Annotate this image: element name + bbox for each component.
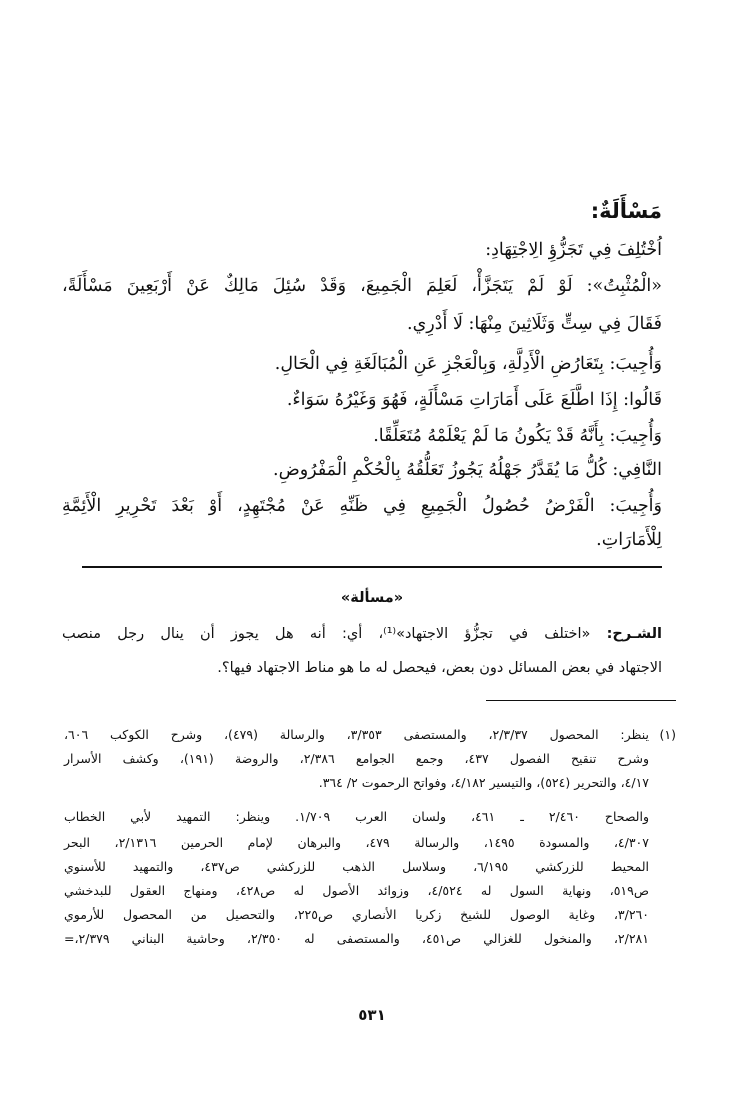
footnote-line-6: المحيط للزركشي ٦/١٩٥، وسلاسل الذهب للزركشي ص٤٣٧، والتمهيد للأسنوي bbox=[64, 859, 650, 874]
matn-line-6: وَأُجِيبَ: بِأَنَّهُ قَدْ يَكُونُ مَا لَمْ يَعْلَمْهُ مُتَعَلِّقًا. bbox=[373, 426, 662, 446]
page-number: ٥٣١ bbox=[358, 1006, 386, 1024]
footnote-line-4: والصحاح ٢/٤٦٠ ـ ٤٦١، ولسان العرب ١/٧٠٩. وينظر: التمهيد لأبي الخطاب bbox=[64, 809, 649, 824]
sharh-heading: «مسألة» bbox=[340, 590, 404, 606]
footnote-number: (١) bbox=[659, 727, 676, 742]
masala-heading: مَسْأَلَةٌ: bbox=[590, 199, 662, 223]
footnote-line-5: ٤/٣٠٧، والمسودة ١٤٩٥، والرسالة ٤٧٩، والبرهان لإمام الحرمين ٢/١٣١٦، البحر bbox=[64, 835, 649, 850]
footnote-line-1: ينظر: المحصول ٢/٣/٣٧، والمستصفى ٣/٣٥٣، والرسالة (٤٧٩)، وشرح الكوكب ٦٠٦، bbox=[64, 727, 649, 742]
matn-line-5: قَالُوا: إِذَا اطَّلَعَ عَلَى أَمَارَاتِ مَسْأَلَةٍ، فَهُوَ وَغَيْرُهُ سَوَاءٌ. bbox=[286, 390, 662, 410]
footnote-line-2: وشرح تنقيح الفصول ٤٣٧، وجمع الجوامع ٢/٣٨٦، والروضة (١٩١)، وكشف الأسرار bbox=[64, 751, 649, 766]
matn-line-8: وَأُجِيبَ: الْفَرْضُ حُصُولُ الْجَمِيعِ فِي ظَنِّهِ عَنْ مُجْتَهِدٍ، أَوْ بَعْدَ تَحْرِيرِ الْأَئِمَّةِ bbox=[62, 496, 662, 516]
sharh-line-1 bbox=[62, 622, 662, 646]
footnote-line-7: ص٥١٩، ونهاية السول له ٤/٥٢٤، وزوائد الأصول له ص٤٢٨، ومنهاج العقول للبدخشي bbox=[64, 883, 649, 898]
matn-line-9: لِلْأَمَارَاتِ. bbox=[596, 530, 662, 550]
matn-line-3: فَقَالَ فِي سِتٍّ وَثَلَاثِينَ مِنْهَا: لَا أَدْرِي. bbox=[407, 314, 662, 334]
sharh-line-2: الاجتهاد في بعض المسائل دون بعض، فيحصل له ما هو مناط الاجتهاد فيها؟. bbox=[217, 660, 662, 676]
matn-line-7: النَّافِي: كُلُّ مَا يُقَدَّرُ جَهْلُهُ يَجُوزُ تَعَلُّقُهُ بِالْحُكْمِ الْمَفْرُوضِ. bbox=[273, 460, 662, 480]
sharh-label: الشـرح: bbox=[606, 626, 663, 642]
footnote-divider bbox=[486, 700, 676, 701]
footnote-line-9: ٢/٢٨١، والمنخول للغزالي ص٤٥١، والمستصفى له ٢/٣٥٠، وحاشية البناني ٢/٣٧٩،= bbox=[64, 931, 649, 946]
footnote-line-8: ٣/٢٦٠، وغاية الوصول للشيخ زكريا الأنصاري ص٢٢٥، والتحصيل من المحصول للأرموي bbox=[64, 907, 649, 922]
matn-line-1: اُخْتُلِفَ فِي تَجَزُّؤِ الِاجْتِهَادِ: bbox=[485, 240, 662, 260]
matn-line-4: وَأُجِيبَ: بِتَعَارُضِ الْأَدِلَّةِ، وَبِالْعَجْزِ عَنِ الْمُبَالَغَةِ فِي الْحَالِ. bbox=[274, 354, 662, 374]
section-divider bbox=[82, 566, 662, 568]
sharh-line-1-text: «اختلف في تجزُّؤ الاجتهاد»⁽¹⁾، أي: أنه هل يجوز أن ينال رجل منصب bbox=[62, 626, 591, 642]
footnote-line-3: ٤/١٧، والتحرير (٥٢٤)، والتيسير ٤/١٨٢، وفواتح الرحموت ٢/ ٣٦٤. bbox=[318, 775, 649, 790]
matn-line-2: «الْمُثْبِتُ»: لَوْ لَمْ يَتَجَزَّأْ، لَعَلِمَ الْجَمِيعَ، وَقَدْ سُئِلَ مَالِكٌ عَنْ أَرْبَعِينَ مَسْأَلَةً، bbox=[62, 276, 662, 296]
